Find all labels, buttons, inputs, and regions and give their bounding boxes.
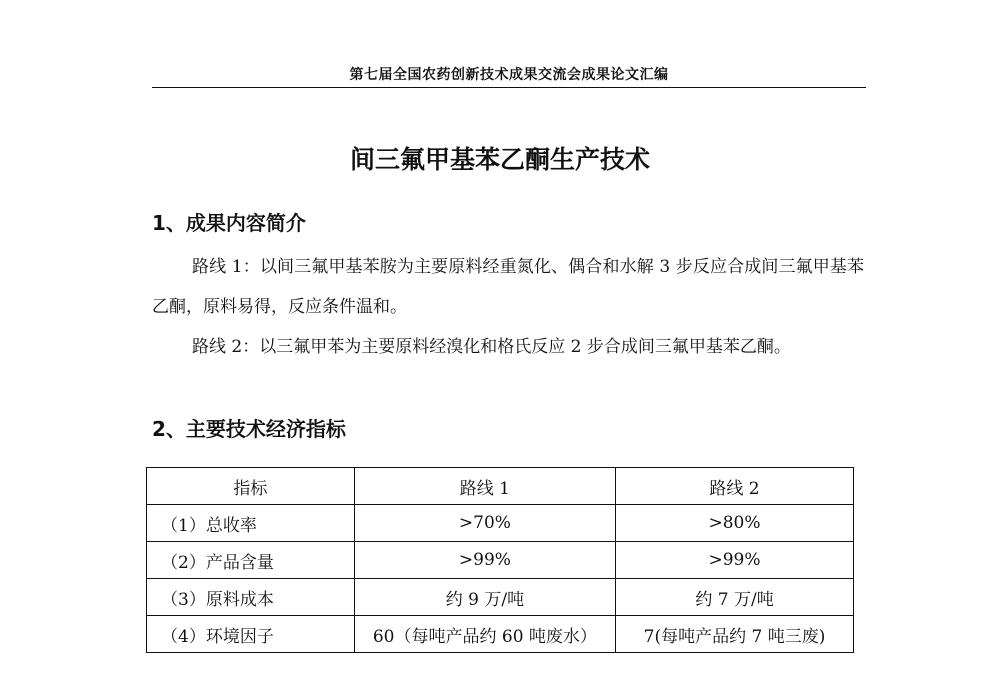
table-cell-indicator: （3）原料成本	[147, 579, 355, 616]
table-cell-route1: 约 9 万/吨	[354, 579, 615, 616]
table-cell-route1: >70%	[354, 505, 615, 542]
paper-title: 间三氟甲基苯乙酮生产技术	[349, 145, 650, 174]
indicator-table	[146, 467, 854, 653]
table-header-cell: 路线 1	[354, 468, 615, 505]
table-row	[147, 579, 854, 616]
table-row	[147, 505, 854, 542]
table-cell-route2: >99%	[616, 542, 854, 579]
route-2-paragraph: 路线 2：以三氟甲苯为主要原料经溴化和格氏反应 2 步合成间三氟甲基苯乙酮。	[192, 337, 791, 357]
table-cell-route1: 60（每吨产品约 60 吨废水）	[354, 616, 615, 653]
table-cell-indicator: （1）总收率	[147, 505, 355, 542]
table-header-cell: 指标	[147, 468, 355, 505]
header-rule	[152, 87, 866, 88]
table-row	[147, 616, 854, 653]
table-cell-route2: 约 7 万/吨	[616, 579, 854, 616]
table-cell-indicator: （2）产品含量	[147, 542, 355, 579]
section-1-heading: 1、成果内容简介	[152, 211, 306, 235]
table-row	[147, 542, 854, 579]
running-header: 第七届全国农药创新技术成果交流会成果论文汇编	[349, 67, 669, 83]
table-cell-indicator: （4）环境因子	[147, 616, 355, 653]
table-header-row	[147, 468, 854, 505]
table-cell-route2: >80%	[616, 505, 854, 542]
section-2-heading: 2、主要技术经济指标	[152, 417, 346, 441]
route-1-paragraph: 路线 1：以间三氟甲基苯胺为主要原料经重氮化、偶合和水解 3 步反应合成间三氟甲基苯乙酮，原料易得，反应条件温和。	[152, 257, 864, 317]
table-cell-route1: >99%	[354, 542, 615, 579]
table-header-cell: 路线 2	[616, 468, 854, 505]
table-cell-route2: 7(每吨产品约 7 吨三废)	[616, 616, 854, 653]
